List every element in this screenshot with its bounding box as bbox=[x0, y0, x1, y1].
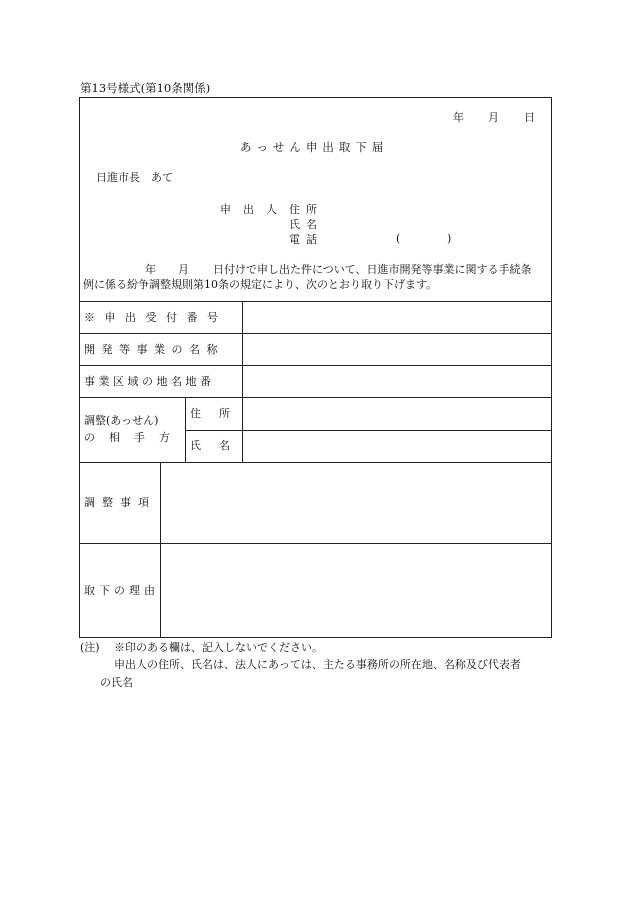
date-day: 日 bbox=[524, 111, 535, 124]
applicant-phone-label: 電話 bbox=[289, 233, 323, 246]
project-name-label: 開発等事業の名称 bbox=[84, 343, 224, 356]
body-line1: 日付けで申し出た件について、日進市開発等事業に関する手続条 bbox=[213, 263, 532, 276]
date-year: 年 bbox=[453, 111, 464, 124]
counterparty-label-line1: 調整(あっせん) bbox=[84, 414, 159, 427]
applicant-role: 申出人 bbox=[220, 203, 289, 216]
adjustment-matters-field[interactable] bbox=[162, 464, 550, 542]
body-year: 年 bbox=[145, 263, 156, 276]
withdrawal-reason-label: 取下の理由 bbox=[84, 584, 159, 597]
note-2-line2: の氏名 bbox=[100, 676, 133, 689]
applicant-name-label: 氏名 bbox=[289, 218, 323, 231]
date-month: 月 bbox=[488, 111, 499, 124]
area-address-field[interactable] bbox=[244, 367, 550, 396]
note-1: ※印のある欄は、記入しないでください。 bbox=[114, 641, 323, 654]
withdrawal-reason-field[interactable] bbox=[162, 545, 550, 637]
phone-paren-close: ) bbox=[447, 232, 452, 245]
counterparty-label-line2: の相手方 bbox=[84, 431, 184, 444]
counterparty-address-label: 住所 bbox=[190, 407, 248, 420]
counterparty-address-field[interactable] bbox=[244, 399, 550, 429]
phone-paren-open: ( bbox=[396, 232, 401, 245]
counterparty-name-field[interactable] bbox=[244, 432, 550, 461]
notes-label: (注) bbox=[80, 641, 100, 654]
body-line2: 例に係る紛争調整規則第10条の規定により、次のとおり取り下げます。 bbox=[83, 278, 438, 291]
receipt-number-field[interactable] bbox=[244, 303, 550, 332]
project-name-field[interactable] bbox=[244, 335, 550, 364]
counterparty-name-label: 氏名 bbox=[190, 439, 248, 452]
note-2-line1: 申出人の住所、氏名は、法人にあっては、主たる事務所の所在地、名称及び代表者 bbox=[114, 658, 521, 671]
form-label: 第13号様式(第10条関係) bbox=[80, 81, 211, 95]
receipt-number-label: ※申出受付番号 bbox=[84, 311, 228, 324]
area-address-label: 事業区域の地名地番 bbox=[84, 375, 215, 388]
applicant-address-label: 住所 bbox=[289, 203, 323, 216]
adjustment-matters-label: 調整事項 bbox=[84, 496, 156, 509]
body-month: 月 bbox=[178, 263, 189, 276]
document-title: あっせん申出取下届 bbox=[240, 140, 389, 154]
addressee: 日進市長 あて bbox=[96, 171, 173, 184]
